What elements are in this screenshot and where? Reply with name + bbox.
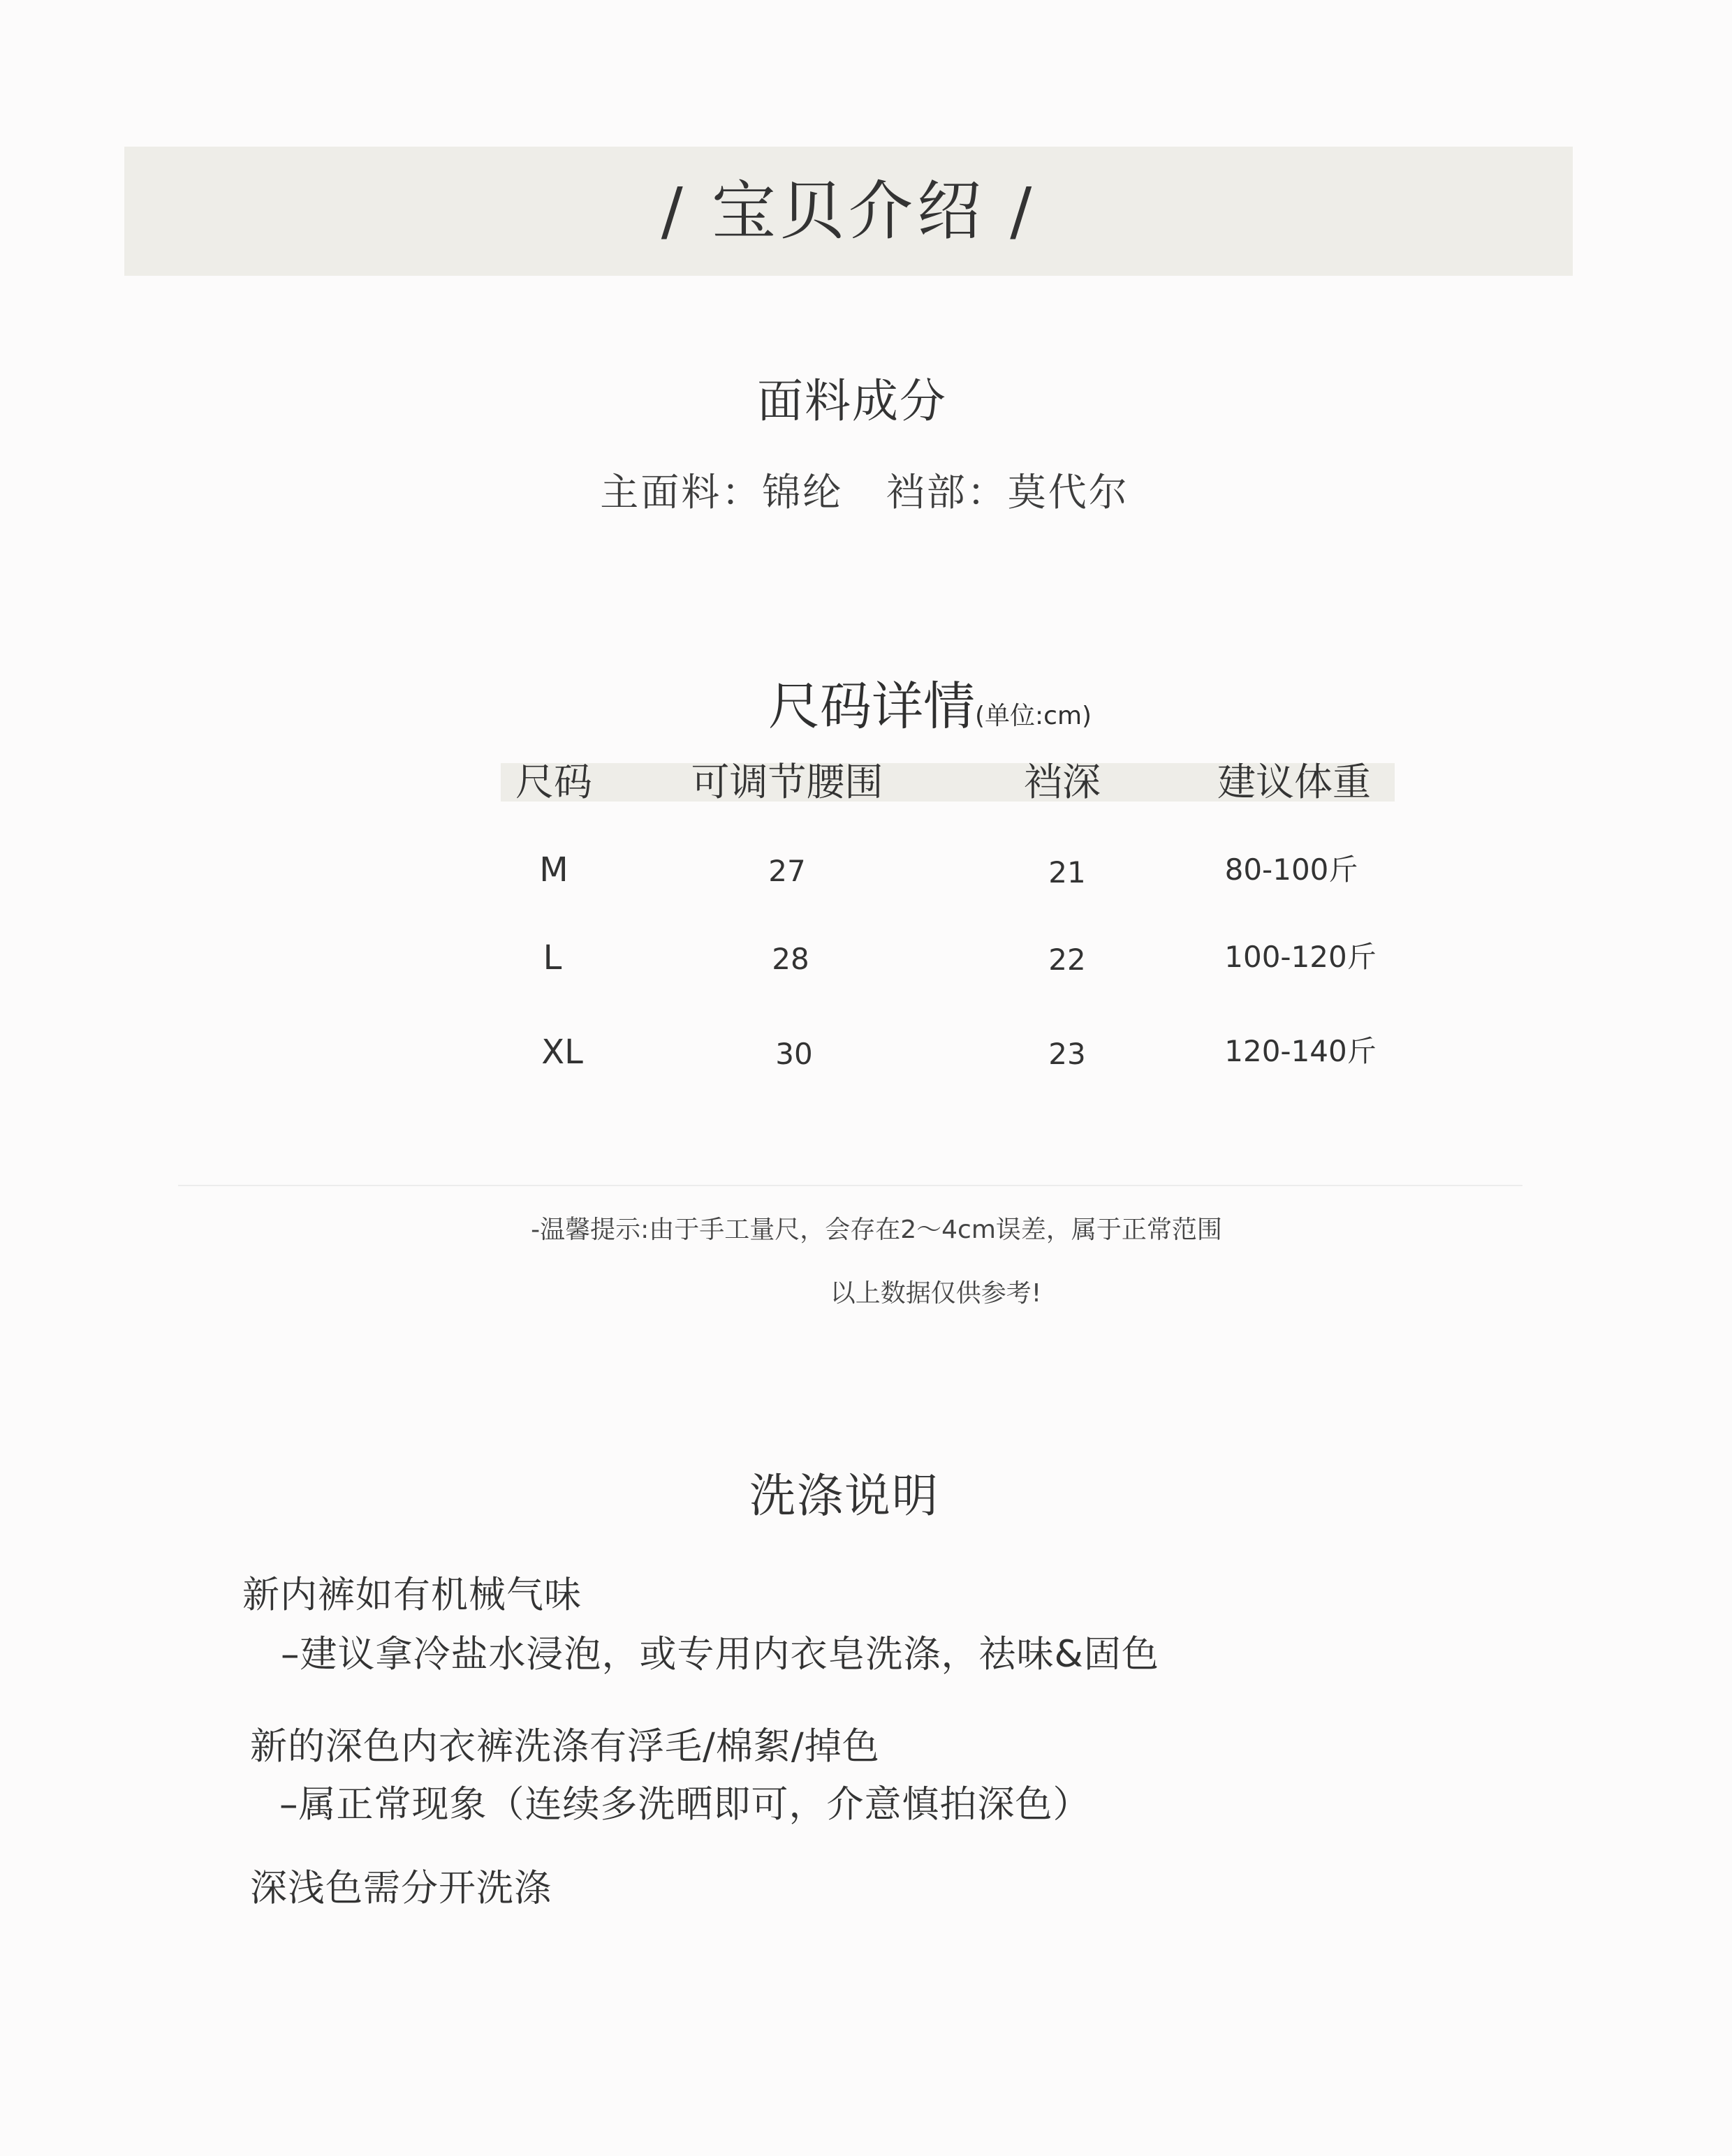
title-banner	[124, 147, 1573, 276]
page-title: / 宝贝介绍 /	[661, 174, 1036, 249]
column-header-size: 尺码	[515, 760, 593, 804]
column-header-rise: 裆深	[1023, 760, 1101, 804]
table-cell-rise: 23	[1048, 1037, 1086, 1071]
size-heading	[768, 675, 1092, 748]
size-unit: (单位:cm)	[975, 702, 1092, 730]
column-header-waist: 可调节腰围	[691, 760, 883, 804]
fabric-composition: 主面料：锦纶 裆部：莫代尔	[600, 470, 1129, 515]
table-cell-waist: 30	[775, 1037, 813, 1071]
washing-item: 深浅色需分开洗涤	[250, 1867, 552, 1910]
table-cell-weight: 80-100斤	[1224, 852, 1358, 887]
size-heading-text: 尺码详情	[768, 677, 975, 737]
table-cell-rise: 21	[1048, 855, 1086, 889]
table-cell-rise: 22	[1048, 943, 1086, 977]
table-cell-size: L	[543, 938, 562, 977]
column-header-weight: 建议体重	[1217, 760, 1372, 804]
table-cell-waist: 27	[768, 854, 806, 888]
reference-note: 以上数据仅供参考!	[830, 1279, 1042, 1308]
table-cell-size: M	[539, 850, 568, 889]
table-cell-size: XL	[541, 1033, 583, 1072]
section-divider	[178, 1185, 1522, 1186]
washing-item-detail: –属正常现象（连续多洗晒即可，介意慎拍深色）	[279, 1783, 1091, 1826]
washing-item: 新内裤如有机械气味	[242, 1574, 582, 1616]
table-cell-waist: 28	[772, 942, 809, 976]
washing-item-detail: –建议拿冷盐水浸泡，或专用内衣皂洗涤，祛味&固色	[281, 1633, 1159, 1676]
fabric-heading: 面料成分	[757, 374, 947, 428]
washing-item: 新的深色内衣裤洗涤有浮毛/棉絮/掉色	[250, 1725, 880, 1768]
table-cell-weight: 100-120斤	[1224, 940, 1377, 974]
washing-heading: 洗涤说明	[749, 1469, 939, 1523]
table-cell-weight: 120-140斤	[1224, 1034, 1377, 1068]
measurement-note: -温馨提示:由于手工量尺，会存在2～4cm误差，属于正常范围	[531, 1216, 1222, 1244]
